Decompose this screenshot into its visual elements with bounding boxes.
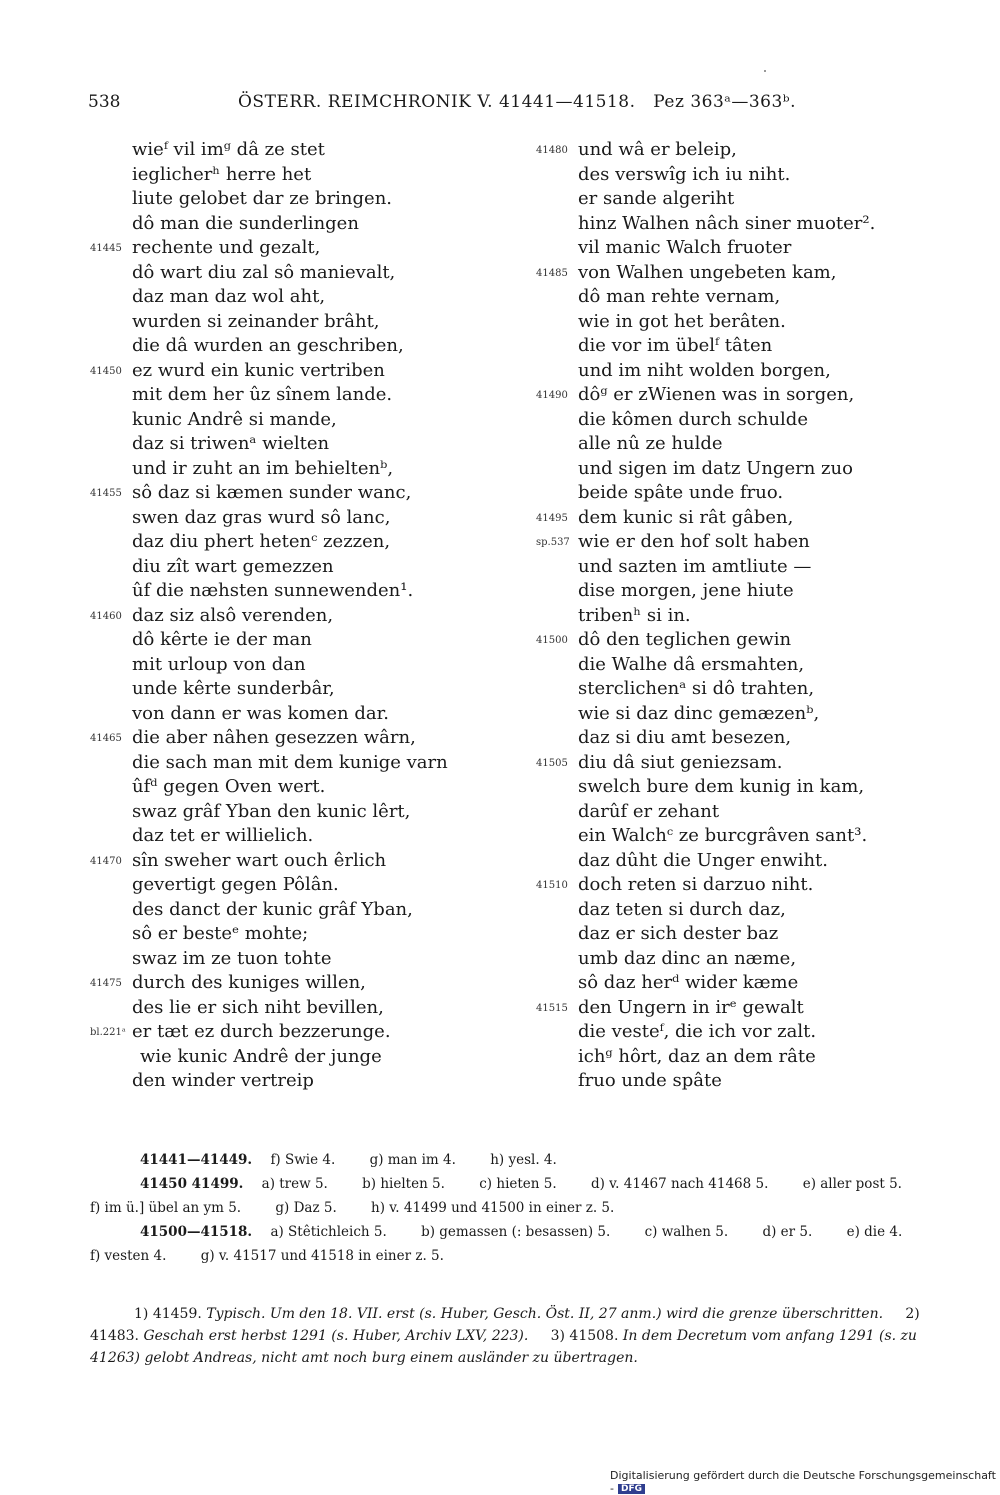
verse-line: [90, 971, 510, 996]
verse-text: swaz grâf Yban den kunic lêrt,: [132, 800, 411, 822]
verse-line: [90, 359, 510, 384]
verse-text: dô den teglichen gewin: [578, 629, 792, 650]
verse-text: die kômen durch schulde: [578, 408, 808, 430]
apparatus-entry: f) im ü.] übel an ym 5.: [90, 1200, 242, 1216]
apparatus-section-3: [90, 1220, 960, 1268]
verse-line: [536, 408, 956, 433]
line-number: 41455: [90, 488, 122, 499]
verse-line: [536, 310, 956, 335]
verse-text: die vor im übelᶠ tâten: [578, 335, 773, 356]
verse-text: des lie er sich niht bevillen,: [132, 996, 384, 1018]
verse-line: [90, 775, 510, 800]
verse-text: wieᶠ vil imᵍ dâ ze stet: [132, 139, 325, 160]
line-number: 41485: [536, 267, 568, 279]
verse-line: [90, 138, 510, 163]
verse-line: [90, 236, 510, 261]
apparatus-entry: a) trew 5.: [261, 1176, 328, 1192]
apparatus-entry: c) walhen 5.: [644, 1224, 729, 1240]
apparatus-entry: c) hieten 5.: [479, 1176, 557, 1192]
verse-text: doch reten si darzuo niht.: [578, 874, 814, 895]
verse-line: [536, 432, 956, 457]
apparatus-entry: b) gemassen (: besassen) 5.: [421, 1224, 611, 1240]
verse-line: [90, 432, 510, 457]
verse-text: tribenʰ si in.: [578, 604, 691, 626]
verse-line: [536, 653, 956, 678]
verse-text: ûfᵈ gegen Oven wert.: [132, 776, 326, 797]
verse-line: [536, 824, 956, 849]
line-number: 41450: [90, 365, 122, 377]
line-number: 41515: [536, 1002, 568, 1014]
verse-text: daz tet er willielich.: [132, 825, 314, 846]
verse-text: die sach man mit dem kunige varn: [132, 751, 448, 773]
verse-text: und sigen im datz Ungern zuo: [578, 457, 853, 479]
verse-text: er sande algeriht: [578, 188, 735, 209]
line-number: 41465: [90, 733, 122, 744]
verse-line: [536, 236, 956, 261]
verse-line: [536, 187, 956, 212]
verse-text: mit dem her ûz sînem lande.: [132, 384, 393, 405]
verse-line: [90, 604, 510, 629]
verse-line: [536, 334, 956, 359]
left-verse-column: [90, 138, 510, 1094]
verse-line: [90, 1069, 510, 1094]
verse-text: die vesteᶠ, die ich vor zalt.: [578, 1021, 817, 1042]
verse-line: [536, 751, 956, 776]
verse-line: [536, 726, 956, 751]
verse-text: unde kêrte sunderbâr,: [132, 678, 335, 699]
verse-line: [90, 285, 510, 310]
line-number: 41490: [536, 390, 568, 401]
verse-text: swen daz gras wurd sô lanc,: [132, 506, 391, 528]
verse-text: und sazten im amtliute —: [578, 555, 812, 577]
verse-text: alle nû ze hulde: [578, 433, 723, 454]
line-number: 41510: [536, 880, 568, 891]
verse-text: swelch bure dem kunig in kam,: [578, 776, 865, 797]
verse-line: [90, 922, 510, 947]
running-title: [238, 92, 796, 112]
verse-line: [536, 1020, 956, 1045]
line-number: 41470: [90, 855, 122, 867]
verse-line: [536, 702, 956, 727]
dfg-logo: DFG: [618, 1484, 645, 1494]
apparatus-entry: g) man im 4.: [369, 1152, 456, 1168]
verse-text: sterclichenᵃ si dô trahten,: [578, 678, 815, 699]
verse-line: [536, 604, 956, 629]
verse-text: dise morgen, jene hiute: [578, 580, 794, 601]
verse-line: [90, 824, 510, 849]
verse-text: durch des kuniges willen,: [132, 972, 366, 993]
verse-text: kunic Andrê si mande,: [132, 408, 337, 430]
verse-line: [90, 898, 510, 923]
verse-text: gevertigt gegen Pôlân.: [132, 874, 339, 895]
verse-text: daz si triwenᵃ wielten: [132, 433, 330, 454]
verse-text: dem kunic si rât gâben,: [578, 506, 794, 528]
verse-line: [536, 530, 956, 555]
verse-line: [536, 628, 956, 653]
verse-line: [90, 800, 510, 825]
verse-text: des verswîg ich iu niht.: [578, 163, 791, 185]
verse-text: diu zît wart gemezzen: [132, 555, 334, 577]
apparatus-entry: g) v. 41517 und 41518 in einer z. 5.: [200, 1248, 444, 1264]
verse-text: wurden si zeinander brâht,: [132, 310, 380, 332]
verse-line: [536, 138, 956, 163]
line-number: 41495: [536, 512, 568, 524]
verse-text: des danct der kunic grâf Yban,: [132, 898, 413, 920]
page-header: [88, 92, 808, 118]
line-number: bl.221ᵃ: [90, 1027, 126, 1038]
apparatus-entry: e) aller post 5.: [802, 1176, 902, 1192]
apparatus-entry: h) yesl. 4.: [490, 1152, 557, 1168]
verse-text: diu dâ siut geniezsam.: [578, 751, 783, 773]
verse-line: [536, 359, 956, 384]
verse-line: [536, 898, 956, 923]
verse-text: von dann er was komen dar.: [132, 702, 389, 724]
apparatus-range: 41441—41449.: [140, 1152, 253, 1168]
verse-text: ieglicherʰ herre het: [132, 163, 312, 185]
apparatus-entry: d) er 5.: [762, 1224, 813, 1240]
verse-line: [90, 212, 510, 237]
verse-text: ichᵍ hôrt, daz an dem râte: [578, 1045, 816, 1067]
verse-text: die aber nâhen gesezzen wârn,: [132, 727, 416, 748]
verse-line: [536, 849, 956, 874]
page-number: 538: [88, 92, 121, 112]
verse-line: [90, 310, 510, 335]
line-number: 41445: [90, 243, 122, 254]
apparatus-entry: f) Swie 4.: [270, 1152, 336, 1168]
verse-line: [90, 726, 510, 751]
apparatus-entry: b) hielten 5.: [362, 1176, 445, 1192]
verse-text: dô wart diu zal sô manievalt,: [132, 261, 396, 283]
verse-text: dôᵍ er zWienen was in sorgen,: [578, 384, 855, 405]
verse-line: [536, 506, 956, 531]
apparatus-section-2: [90, 1172, 960, 1220]
verse-text: beide spâte unde fruo.: [578, 482, 784, 503]
verse-text: ûf die næhsten sunnewenden¹.: [132, 580, 414, 601]
footnote-2-mark: 2) 41483.: [90, 1306, 920, 1344]
footnote-1-mark: 1) 41459.: [134, 1306, 202, 1322]
verse-line: [90, 873, 510, 898]
verse-line: [536, 947, 956, 972]
verse-text: daz siz alsô verenden,: [132, 604, 334, 626]
verse-text: daz si diu amt besezen,: [578, 727, 792, 748]
verse-line: [536, 212, 956, 237]
verse-line: [536, 163, 956, 188]
verse-text: darûf er zehant: [578, 800, 720, 822]
line-number: 41460: [90, 610, 122, 622]
verse-line: [536, 873, 956, 898]
verse-text: er tæt ez durch bezzerunge.: [132, 1021, 391, 1042]
verse-line: [536, 457, 956, 482]
line-number: sp.537: [536, 537, 570, 548]
footnote-3-mark: 3) 41508.: [550, 1328, 619, 1344]
verse-text: die dâ wurden an geschriben,: [132, 335, 404, 356]
verse-line: [90, 628, 510, 653]
verse-text: daz diu phert hetenᶜ zezzen,: [132, 531, 391, 552]
verse-text: sô daz herᵈ wider kæme: [578, 972, 799, 993]
verse-line: [536, 1045, 956, 1070]
running-title-text: ÖSTERR. REIMCHRONIK V. 41441—41518.: [238, 92, 636, 112]
apparatus-entry: g) Daz 5.: [275, 1200, 337, 1216]
verse-text: dô kêrte ie der man: [132, 629, 312, 650]
verse-text: ein Walchᶜ ze burcgrâven sant³.: [578, 825, 868, 846]
footnotes: [90, 1303, 960, 1369]
verse-text: und ir zuht an im behieltenᵇ,: [132, 457, 394, 479]
verse-line: [536, 555, 956, 580]
footnote-1: Typisch. Um den 18. VII. erst (s. Huber, Gesch. Öst. II, 27 anm.) wird die grenze überschritten.: [206, 1306, 884, 1322]
verse-line: [90, 481, 510, 506]
verse-line: [90, 947, 510, 972]
verse-text: wie kunic Andrê der junge: [140, 1045, 382, 1067]
footnote-2: Geschah erst herbst 1291 (s. Huber, Archiv LXV, 223).: [143, 1328, 529, 1344]
verse-text: den Ungern in irᵉ gewalt: [578, 996, 804, 1018]
verse-line: [90, 702, 510, 727]
apparatus-entry: d) v. 41467 nach 41468 5.: [590, 1176, 769, 1192]
verse-text: mit urloup von dan: [132, 653, 306, 675]
verse-text: den winder vertreip: [132, 1070, 314, 1091]
verse-line: [536, 285, 956, 310]
apparatus-section-1: [90, 1148, 960, 1172]
verse-line: [90, 1020, 510, 1045]
verse-line: [536, 383, 956, 408]
line-number: 41480: [536, 145, 568, 156]
verse-line: [90, 457, 510, 482]
apparatus-entry: a) Stêtichleich 5.: [270, 1224, 387, 1240]
verse-text: dô man rehte vernam,: [578, 286, 781, 307]
verse-text: liute gelobet dar ze bringen.: [132, 188, 393, 209]
verse-line: [90, 334, 510, 359]
verse-text: daz dûht die Unger enwiht.: [578, 849, 828, 871]
footnote-3: In dem Decretum vom anfang 1291 (s. zu 41263) gelobt Andreas, nicht amt noch burg einem ausländer zu übertragen.: [90, 1328, 917, 1366]
verse-text: und im niht wolden borgen,: [578, 359, 831, 381]
verse-text: von Walhen ungebeten kam,: [578, 261, 837, 283]
line-number: 41500: [536, 635, 568, 646]
verse-text: und wâ er beleip,: [578, 139, 737, 160]
verse-line: [536, 775, 956, 800]
verse-line: [536, 677, 956, 702]
funding-text: Digitalisierung gefördert durch die Deutsche Forschungsgemeinschaft -: [610, 1469, 996, 1495]
line-number: 41475: [90, 978, 122, 989]
apparatus-range: 41450 41499.: [140, 1176, 244, 1192]
right-verse-column: [536, 138, 956, 1094]
verse-line: [90, 751, 510, 776]
verse-text: wie er den hof solt haben: [578, 531, 810, 552]
verse-line: [536, 800, 956, 825]
verse-line: [90, 506, 510, 531]
verse-text: hinz Walhen nâch siner muoter².: [578, 212, 876, 234]
apparatus-range: 41500—41518.: [140, 1224, 253, 1240]
verse-line: [90, 1045, 510, 1070]
verse-text: dô man die sunderlingen: [132, 212, 359, 234]
verse-line: [90, 187, 510, 212]
verse-line: [90, 579, 510, 604]
verse-line: [536, 1069, 956, 1094]
pez-reference: Pez 363ᵃ—363ᵇ.: [653, 92, 796, 112]
verse-text: swaz im ze tuon tohte: [132, 947, 332, 969]
verse-text: sô er besteᵉ mohte;: [132, 923, 309, 944]
verse-line: [536, 996, 956, 1021]
verse-text: fruo unde spâte: [578, 1070, 722, 1091]
verse-line: [536, 579, 956, 604]
verse-line: [90, 677, 510, 702]
verse-text: vil manic Walch fruoter: [578, 237, 792, 258]
verse-text: die Walhe dâ ersmahten,: [578, 653, 805, 675]
verse-text: daz man daz wol aht,: [132, 286, 326, 307]
verse-text: ez wurd ein kunic vertriben: [132, 359, 385, 381]
verse-line: [90, 653, 510, 678]
verse-text: daz er sich dester baz: [578, 923, 779, 944]
line-number: 41505: [536, 757, 568, 769]
verse-line: [536, 922, 956, 947]
verse-text: umb daz dinc an næme,: [578, 947, 797, 969]
verse-text: sô daz si kæmen sunder wanc,: [132, 482, 412, 503]
verse-line: [90, 383, 510, 408]
verse-text: rechente und gezalt,: [132, 237, 321, 258]
apparatus-entry: f) vesten 4.: [90, 1248, 167, 1264]
verse-line: [90, 530, 510, 555]
apparatus-entry: h) v. 41499 und 41500 in einer z. 5.: [371, 1200, 615, 1216]
verse-line: [536, 261, 956, 286]
verse-line: [90, 555, 510, 580]
verse-line: [536, 481, 956, 506]
verse-text: daz teten si durch daz,: [578, 898, 786, 920]
verse-line: [90, 996, 510, 1021]
verse-line: [90, 261, 510, 286]
funding-notice: [610, 1469, 1000, 1495]
verse-text: wie in got het berâten.: [578, 310, 786, 332]
verse-line: [536, 971, 956, 996]
verse-line: [90, 849, 510, 874]
scan-speck: [764, 70, 766, 72]
verse-text: sîn sweher wart ouch êrlich: [132, 849, 387, 871]
verse-text: wie si daz dinc gemæzenᵇ,: [578, 702, 820, 724]
verse-line: [90, 163, 510, 188]
verse-line: [90, 408, 510, 433]
apparatus-entry: e) die 4.: [846, 1224, 903, 1240]
